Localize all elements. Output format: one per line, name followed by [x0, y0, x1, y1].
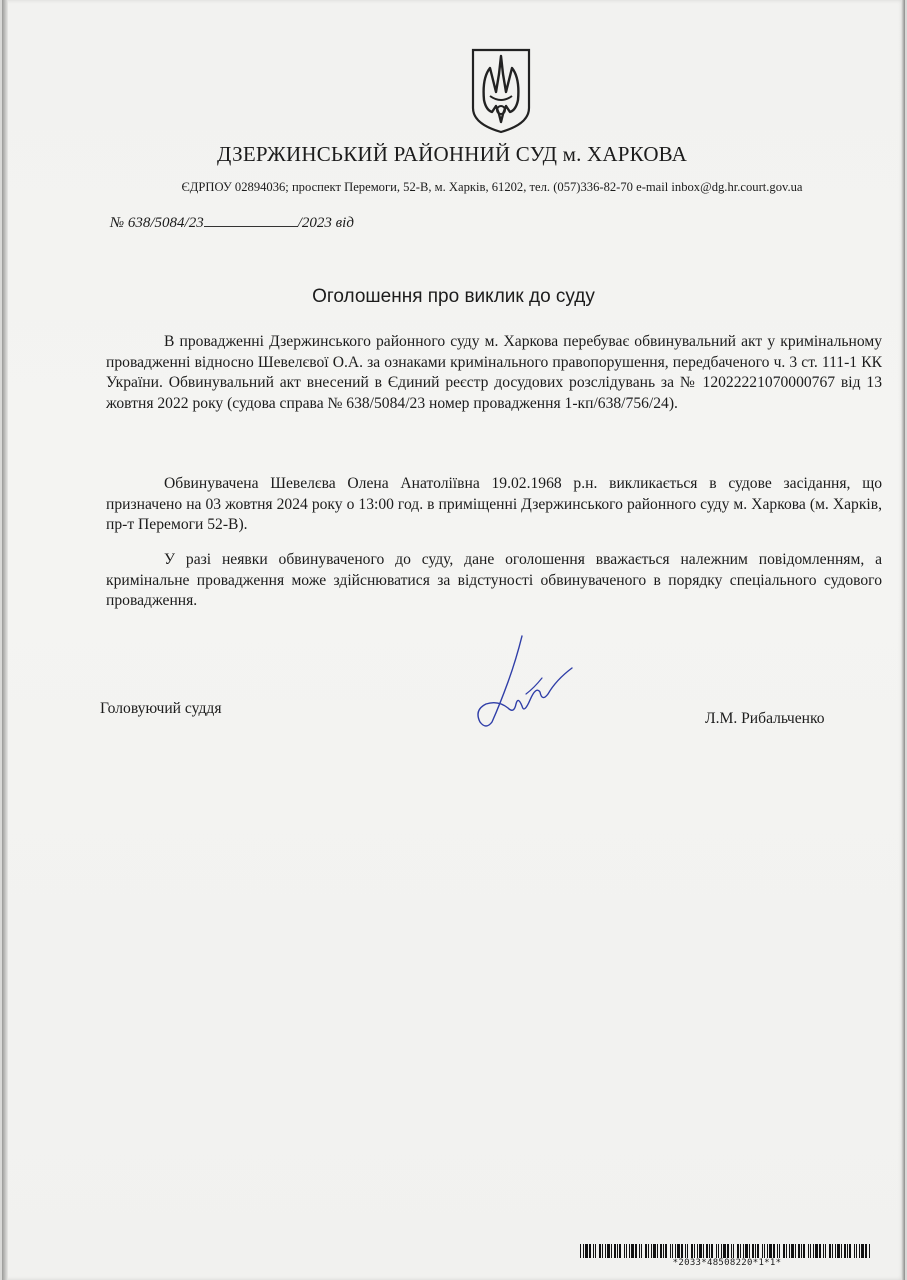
registration-number-suffix: /2023 від: [297, 215, 354, 231]
registration-blank-line: [204, 214, 298, 227]
judge-name: Л.М. Рибальченко: [705, 710, 825, 727]
document-page: [2, 0, 905, 1280]
judge-signature: [464, 630, 580, 730]
notice-paragraph: В провадженні Дзержинського районного суду м. Харкова перебуває обвинувальний акт у кримінальному провадженні відносно Шевелєвої О.А. за ознаками кримінального правопорушення, передбаченого ч. 3 ст. 111-1 КК України. Обвинувальний акт внесений в Єдиний реєстр досудових розслідувань за № 12022221070000767 від 13 жовтня 2022 року (судова справа № 638/5084/23 номер провадження 1-кп/638/756/24).: [106, 333, 882, 412]
judge-title: Головуючий суддя: [100, 700, 222, 717]
barcode: [580, 1244, 870, 1258]
notice-paragraph: Обвинувачена Шевелєва Олена Анатоліївна 19.02.1968 р.н. викликається в судове засідання, що призначено на 03 жовтня 2024 року о 13:00 год. в приміщенні Дзержинського районного суду м. Харкова (м. Харків, пр-т Перемоги 52-В).: [106, 475, 882, 533]
coat-of-arms-emblem: [470, 48, 532, 134]
page-edge-left: [2, 0, 8, 1280]
notice-title: Оголошення про виклик до суду: [312, 286, 595, 307]
page-edge-right: [901, 0, 905, 1280]
court-contact-details: ЄДРПОУ 02894036; проспект Перемоги, 52-В, м. Харків, 61202, тел. (057)336-82-70 e-mail inbox@dg.hr.court.gov.ua: [181, 180, 803, 194]
court-name: ДЗЕРЖИНСЬКИЙ РАЙОННИЙ СУД м. ХАРКОВА: [217, 142, 687, 166]
registration-number-prefix: № 638/5084/23: [110, 215, 204, 231]
notice-paragraph: У разі неявки обвинуваченого до суду, дане оголошення вважається належним повідомленням, а кримінальне провадження може здійснюватися за відстуності обвинуваченого в порядку спеціального судового провадження.: [106, 551, 882, 609]
registration-number: [110, 214, 354, 232]
barcode-text: *2033*48508220*1*1*: [672, 1258, 782, 1268]
